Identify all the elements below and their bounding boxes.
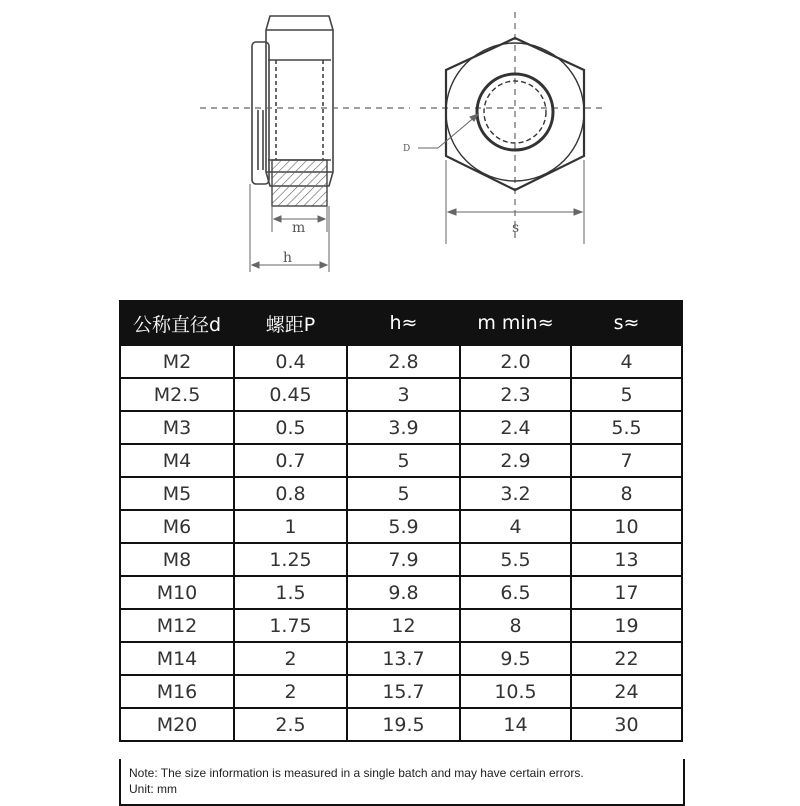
- cell-h: 12: [347, 609, 460, 642]
- cell-nominal-diameter: M4: [120, 444, 234, 477]
- cell-nominal-diameter: M10: [120, 576, 234, 609]
- cell-s: 13: [571, 543, 682, 576]
- cell-h: 15.7: [347, 675, 460, 708]
- cell-s: 17: [571, 576, 682, 609]
- header-row: [120, 301, 682, 345]
- spec-table: [119, 300, 683, 742]
- table-row: [120, 411, 682, 444]
- cell-pitch: 2: [234, 675, 347, 708]
- header-h: h≈: [347, 301, 460, 345]
- label-h: h: [283, 250, 293, 266]
- cell-pitch: 1.75: [234, 609, 347, 642]
- cell-h: 2.8: [347, 345, 460, 378]
- cell-s: 5: [571, 378, 682, 411]
- header-m-min: m min≈: [460, 301, 571, 345]
- cell-pitch: 0.4: [234, 345, 347, 378]
- cell-nominal-diameter: M14: [120, 642, 234, 675]
- cell-nominal-diameter: M5: [120, 477, 234, 510]
- table-row: [120, 576, 682, 609]
- cell-m-min: 2.9: [460, 444, 571, 477]
- cell-pitch: 2.5: [234, 708, 347, 741]
- cell-s: 8: [571, 477, 682, 510]
- cell-pitch: 1.25: [234, 543, 347, 576]
- cell-s: 30: [571, 708, 682, 741]
- cell-h: 5: [347, 477, 460, 510]
- cell-h: 3.9: [347, 411, 460, 444]
- cell-m-min: 10.5: [460, 675, 571, 708]
- cell-nominal-diameter: M8: [120, 543, 234, 576]
- cell-s: 24: [571, 675, 682, 708]
- cell-h: 13.7: [347, 642, 460, 675]
- table-row: [120, 510, 682, 543]
- cell-pitch: 0.45: [234, 378, 347, 411]
- cell-pitch: 0.7: [234, 444, 347, 477]
- cell-m-min: 8: [460, 609, 571, 642]
- header-pitch: 螺距P: [234, 301, 347, 345]
- note: [119, 759, 685, 806]
- table-row: [120, 675, 682, 708]
- cell-h: 5: [347, 444, 460, 477]
- cell-nominal-diameter: M3: [120, 411, 234, 444]
- table-row: [120, 378, 682, 411]
- cell-m-min: 2.4: [460, 411, 571, 444]
- cell-m-min: 9.5: [460, 642, 571, 675]
- table-row: [120, 477, 682, 510]
- cell-pitch: 2: [234, 642, 347, 675]
- table-row: [120, 609, 682, 642]
- cell-nominal-diameter: M20: [120, 708, 234, 741]
- technical-drawing: [0, 0, 800, 290]
- table-body: [120, 345, 682, 741]
- unit-text: Unit: mm: [129, 782, 177, 796]
- cell-h: 5.9: [347, 510, 460, 543]
- cell-nominal-diameter: M2: [120, 345, 234, 378]
- cell-s: 4: [571, 345, 682, 378]
- table-row: [120, 345, 682, 378]
- cell-m-min: 5.5: [460, 543, 571, 576]
- cell-pitch: 0.8: [234, 477, 347, 510]
- cell-s: 19: [571, 609, 682, 642]
- table-row: [120, 543, 682, 576]
- cell-s: 22: [571, 642, 682, 675]
- label-s: s: [512, 220, 520, 236]
- cell-h: 3: [347, 378, 460, 411]
- cell-nominal-diameter: M12: [120, 609, 234, 642]
- section-hatch: [272, 160, 327, 206]
- cell-s: 5.5: [571, 411, 682, 444]
- cell-pitch: 1.5: [234, 576, 347, 609]
- cell-m-min: 4: [460, 510, 571, 543]
- cell-pitch: 0.5: [234, 411, 347, 444]
- cell-m-min: 6.5: [460, 576, 571, 609]
- cell-nominal-diameter: M6: [120, 510, 234, 543]
- label-D: D: [403, 144, 411, 154]
- cell-pitch: 1: [234, 510, 347, 543]
- table-row: [120, 708, 682, 741]
- cell-m-min: 2.3: [460, 378, 571, 411]
- cell-m-min: 14: [460, 708, 571, 741]
- cell-s: 7: [571, 444, 682, 477]
- note-text: Note: The size information is measured in a single batch and may have certain errors.: [129, 766, 584, 780]
- cell-m-min: 3.2: [460, 477, 571, 510]
- cell-nominal-diameter: M2.5: [120, 378, 234, 411]
- table-row: [120, 444, 682, 477]
- cell-h: 9.8: [347, 576, 460, 609]
- cell-s: 10: [571, 510, 682, 543]
- cell-m-min: 2.0: [460, 345, 571, 378]
- cell-h: 7.9: [347, 543, 460, 576]
- label-m: m: [292, 220, 306, 236]
- header-nominal-diameter: 公称直径d: [120, 301, 234, 345]
- cell-nominal-diameter: M16: [120, 675, 234, 708]
- header-s: s≈: [571, 301, 682, 345]
- table-row: [120, 642, 682, 675]
- cell-h: 19.5: [347, 708, 460, 741]
